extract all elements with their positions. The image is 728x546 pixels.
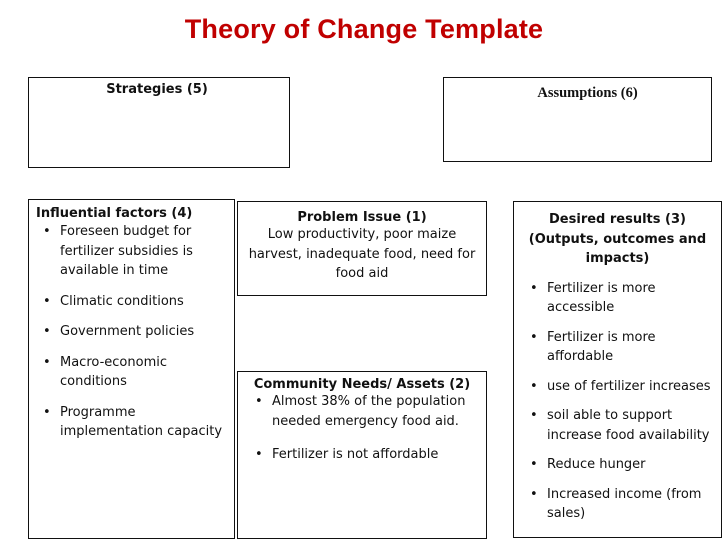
influential-factors-heading: Influential factors (4) [36, 206, 193, 221]
list-item: • Fertilizer is more affordable [547, 328, 721, 367]
problem-issue-heading: Problem Issue (1) [297, 210, 427, 225]
influential-factors-box [28, 199, 235, 539]
assumptions-heading: Assumptions (6) [537, 85, 638, 101]
page-title: Theory of Change Template [184, 14, 544, 44]
list-item: • use of fertilizer increases [547, 377, 721, 397]
list-item: • Programme implementation capacity [60, 403, 234, 442]
community-needs-list [238, 392, 486, 465]
community-needs-heading: Community Needs/ Assets (2) [253, 377, 471, 392]
list-item: • Fertilizer is more accessible [547, 279, 721, 318]
list-item: • Climatic conditions [60, 292, 234, 312]
assumptions-box [443, 77, 712, 162]
desired-results-box [513, 201, 722, 538]
community-needs-box [237, 371, 487, 539]
list-item: • Foreseen budget for fertilizer subsidies is available in time [60, 222, 234, 281]
list-item: • Almost 38% of the population needed emergency food aid. [272, 392, 486, 431]
strategies-box [28, 77, 290, 168]
list-item: • Reduce hunger [547, 455, 721, 475]
list-item: • Fertilizer is not affordable [272, 445, 486, 465]
problem-issue-text: Low productivity, poor maize harvest, inadequate food, need for food aid [248, 227, 476, 281]
problem-issue-box [237, 201, 487, 296]
list-item: • Macro-economic conditions [60, 353, 234, 392]
influential-factors-list [29, 222, 234, 442]
list-item: • Government policies [60, 322, 234, 342]
desired-results-heading: Desired results (3) (Outputs, outcomes and impacts) [528, 212, 707, 266]
desired-results-list [514, 279, 721, 524]
list-item: • soil able to support increase food availability [547, 406, 721, 445]
list-item: • Increased income (from sales) [547, 485, 721, 524]
strategies-heading: Strategies (5) [106, 82, 208, 97]
